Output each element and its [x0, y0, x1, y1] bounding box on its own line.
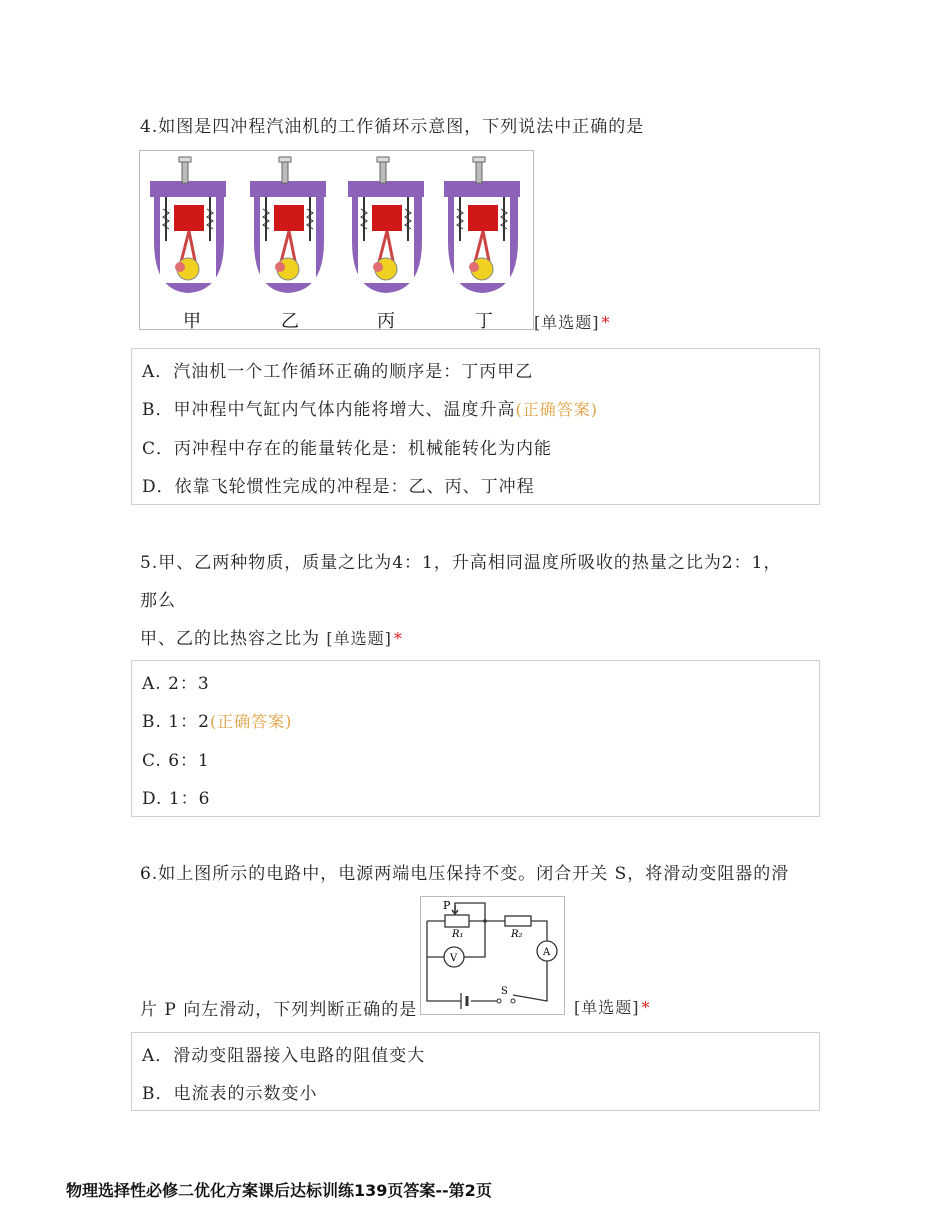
question-6-type — [574, 995, 651, 1018]
engine-diagram-2 — [250, 157, 326, 293]
question-type-tag: [单选题] — [574, 998, 640, 1017]
option-c[interactable]: C．丙冲程中存在的能量转化是：机械能转化为内能 — [142, 439, 553, 459]
label-r2: R₂ — [511, 929, 523, 940]
question-6-options — [131, 1032, 820, 1111]
question-type-tag: [单选题] — [534, 313, 600, 332]
question-5-line-1: 5.甲、乙两种物质，质量之比为4：1，升高相同温度所吸收的热量之比为2：1， — [140, 553, 782, 573]
engine-cycle-image — [139, 150, 534, 330]
question-5-line-3: 甲、乙的比热容之比为 [单选题] * — [140, 629, 403, 649]
engine-label-yi: 乙 — [281, 311, 299, 329]
option-c[interactable]: C. 6：1 — [142, 751, 210, 771]
option-b[interactable]: B．甲冲程中气缸内气体内能将增大、温度升高(正确答案) — [142, 400, 598, 420]
option-a[interactable]: A．汽油机一个工作循环正确的顺序是：丁丙甲乙 — [142, 362, 534, 382]
option-d[interactable]: D. 1：6 — [142, 789, 211, 809]
engine-label-jia: 甲 — [183, 311, 201, 329]
label-v: V — [450, 953, 458, 964]
label-p: P — [443, 899, 451, 912]
engine-label-bing: 丙 — [377, 311, 395, 329]
engine-diagram-3 — [348, 157, 424, 293]
label-a: A — [543, 947, 551, 958]
question-type-tag: [单选题] — [326, 629, 392, 648]
option-a[interactable]: A. 2：3 — [142, 674, 210, 694]
engine-label-ding: 丁 — [475, 311, 493, 329]
question-6-line-1: 6.如上图所示的电路中，电源两端电压保持不变。闭合开关 S，将滑动变阻器的滑 — [140, 864, 790, 884]
required-star: * — [601, 313, 611, 332]
question-4-type — [534, 310, 611, 333]
question-5-options — [131, 660, 820, 817]
engine-diagram-4 — [444, 157, 520, 293]
question-4-text: 4.如图是四冲程汽油机的工作循环示意图，下列说法中正确的是 — [140, 117, 645, 137]
option-a[interactable]: A．滑动变阻器接入电路的阻值变大 — [142, 1046, 426, 1066]
required-star: * — [641, 998, 651, 1017]
correct-answer-mark: (正确答案) — [209, 712, 293, 731]
option-b[interactable]: B．电流表的示数变小 — [142, 1084, 318, 1104]
page-footer: 物理选择性必修二优化方案课后达标训练139页答案--第2页 — [66, 1181, 492, 1200]
option-d[interactable]: D．依靠飞轮惯性完成的冲程是：乙、丙、丁冲程 — [142, 477, 535, 497]
question-5-line-2: 那么 — [140, 591, 176, 611]
engine-diagram-1 — [150, 157, 226, 293]
circuit-diagram — [420, 896, 565, 1015]
correct-answer-mark: (正确答案) — [515, 400, 598, 419]
label-s: S — [501, 986, 508, 997]
question-6-line-2: 片 P 向左滑动，下列判断正确的是 — [140, 1000, 418, 1020]
required-star: * — [393, 629, 403, 648]
option-b[interactable]: B. 1：2(正确答案) — [142, 712, 293, 732]
label-r1: R₁ — [452, 929, 464, 940]
question-4-options — [131, 348, 820, 505]
